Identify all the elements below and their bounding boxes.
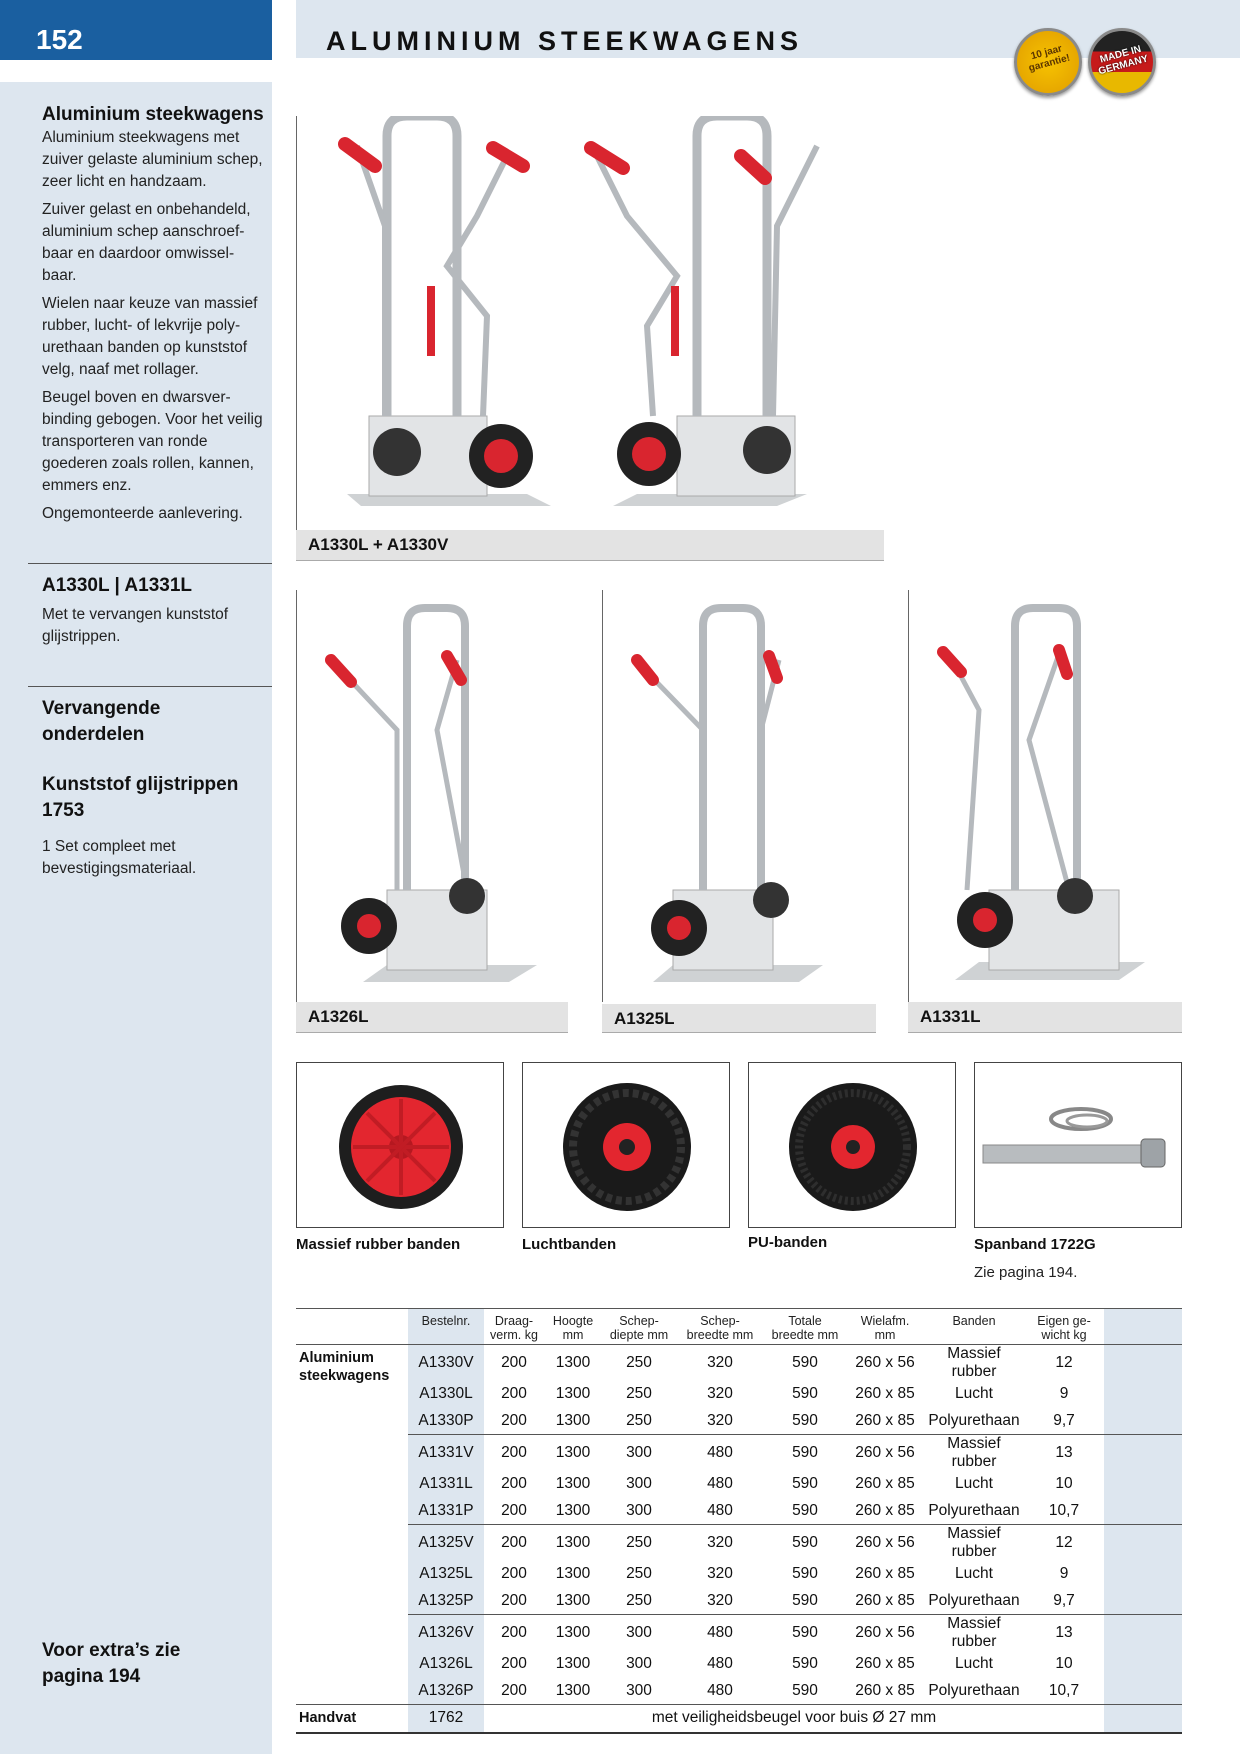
table-cell: 9 xyxy=(1059,1385,1069,1403)
product-photo-a1326l xyxy=(296,590,569,1002)
main-photo-caption: A1330L + A1330V xyxy=(296,530,884,561)
table-cell: 1300 xyxy=(555,1411,591,1429)
table-cell: 590 xyxy=(792,1475,818,1493)
table-cell: 1300 xyxy=(544,1435,602,1472)
page-number-box xyxy=(0,0,272,60)
strip-text: 1 Set compleet met bevestigingsmateriaal. xyxy=(42,838,197,877)
table-cell: A1325L xyxy=(408,1561,484,1588)
strip-heading: Kunststof glijstrippen 1753 xyxy=(42,774,239,821)
table-cell: 300 xyxy=(626,1681,652,1699)
table-cell: 590 xyxy=(792,1411,818,1429)
table-cell: 1300 xyxy=(555,1385,591,1403)
table-cell: 260 x 56 xyxy=(846,1435,924,1472)
table-cell: 260 x 56 xyxy=(846,1615,924,1652)
table-cell: 480 xyxy=(707,1681,733,1699)
table-cell: 200 xyxy=(484,1615,544,1652)
table-cell: 590 xyxy=(764,1525,846,1562)
table-cell: 250 xyxy=(626,1354,652,1371)
table-row-handvat xyxy=(296,1705,1182,1733)
table-cell: 300 xyxy=(626,1655,652,1673)
hand-truck-image xyxy=(297,590,569,1002)
table-cell: 480 xyxy=(707,1655,733,1673)
handvat-note: met veiligheidsbeugel voor buis Ø 27 mm xyxy=(484,1705,1104,1733)
table-cell: 9,7 xyxy=(1053,1591,1075,1609)
hand-truck-left xyxy=(345,116,551,506)
table-cell: 300 xyxy=(602,1435,676,1472)
table-cell: Polyurethaan xyxy=(928,1681,1020,1699)
sidebar-divider xyxy=(28,563,272,564)
table-cell: 1300 xyxy=(555,1354,591,1371)
col-header: Draag- verm. kg xyxy=(484,1309,544,1345)
table-cell: 260 x 85 xyxy=(855,1411,915,1429)
table-cell: 200 xyxy=(501,1655,527,1673)
page-title: ALUMINIUM STEEKWAGENS xyxy=(326,26,804,56)
model-heading: A1330L | A1331L xyxy=(42,575,193,596)
col-header: Eigen ge- wicht kg xyxy=(1024,1309,1104,1345)
table-cell: 480 xyxy=(707,1501,733,1519)
table-row xyxy=(296,1525,1182,1562)
table-cell: Polyurethaan xyxy=(928,1591,1020,1609)
table-cell: A1325P xyxy=(408,1588,484,1615)
table-cell: Massief rubber xyxy=(924,1525,1024,1562)
table-cell: 300 xyxy=(626,1501,652,1519)
model-text: Met te vervangen kunststof glijstrippen. xyxy=(42,606,229,645)
table-cell: 260 x 85 xyxy=(855,1565,915,1583)
col-header: Hoogte mm xyxy=(544,1309,602,1345)
table-cell: 200 xyxy=(484,1525,544,1562)
table-cell: 260 x 85 xyxy=(855,1501,915,1519)
parts-heading: Vervangende onderdelen xyxy=(42,698,161,745)
table-cell: 1300 xyxy=(555,1475,591,1493)
table-cell: 10,7 xyxy=(1048,1681,1080,1699)
table-cell: 12 xyxy=(1024,1525,1104,1562)
col-header: Totale breedte mm xyxy=(764,1309,846,1345)
table-cell: A1330V xyxy=(408,1345,484,1382)
table-row xyxy=(296,1408,1182,1435)
handvat-nr: 1762 xyxy=(408,1705,484,1733)
table-cell: 10,7 xyxy=(1048,1501,1080,1519)
table-cell: 320 xyxy=(707,1411,733,1429)
part-box-massief-rubber xyxy=(296,1062,504,1228)
table-row xyxy=(296,1561,1182,1588)
page-number: 152 xyxy=(36,24,83,55)
table-cell: Lucht xyxy=(955,1385,993,1403)
table-cell: 200 xyxy=(501,1475,527,1493)
table-cell: 300 xyxy=(602,1615,676,1652)
col-header: Schep- diepte mm xyxy=(602,1309,676,1345)
table-cell: 9,7 xyxy=(1053,1411,1075,1429)
hand-truck-pair-image xyxy=(297,116,885,530)
table-cell: A1325V xyxy=(408,1525,484,1562)
col-header: Schep- breedte mm xyxy=(676,1309,764,1345)
part-box-pu-banden xyxy=(748,1062,956,1228)
table-header-row xyxy=(296,1309,1182,1345)
table-cell: 590 xyxy=(764,1615,846,1652)
table-cell: 10 xyxy=(1055,1475,1073,1493)
spec-table xyxy=(296,1308,1182,1734)
table-cell: 590 xyxy=(792,1655,818,1673)
table-cell: 480 xyxy=(676,1615,764,1652)
product-photo-a1331l xyxy=(908,590,1183,1002)
table-cell: 1300 xyxy=(555,1591,591,1609)
table-cell: 200 xyxy=(501,1354,527,1371)
table-row xyxy=(296,1678,1182,1705)
table-cell: 260 x 56 xyxy=(855,1354,915,1371)
table-row xyxy=(296,1498,1182,1525)
hand-truck-image xyxy=(603,590,875,1002)
table-cell: 590 xyxy=(792,1681,818,1699)
pu-wheel-image xyxy=(749,1063,955,1227)
footer-note: Voor extra’s zie pagina 194 xyxy=(42,1640,181,1687)
table-cell: 480 xyxy=(676,1435,764,1472)
table-row xyxy=(296,1651,1182,1678)
table-cell: 200 xyxy=(501,1501,527,1519)
caption-a1326l: A1326L xyxy=(296,1002,568,1033)
part-box-luchtbanden xyxy=(522,1062,730,1228)
hand-truck-image xyxy=(909,590,1183,1002)
table-cell: 1300 xyxy=(555,1565,591,1583)
table-cell: A1330P xyxy=(408,1408,484,1435)
col-header: Wielafm. mm xyxy=(846,1309,924,1345)
table-cell: 590 xyxy=(792,1591,818,1609)
table-cell: 260 x 85 xyxy=(855,1591,915,1609)
table-cell: A1326V xyxy=(408,1615,484,1652)
table-cell: 320 xyxy=(707,1591,733,1609)
garantie-badge: 10 jaar garantie! xyxy=(1014,28,1082,96)
table-cell: 300 xyxy=(626,1475,652,1493)
table-cell: 260 x 85 xyxy=(855,1681,915,1699)
table-cell: 1300 xyxy=(544,1525,602,1562)
table-cell: A1326P xyxy=(408,1678,484,1705)
table-cell: 200 xyxy=(501,1385,527,1403)
table-cell: 10 xyxy=(1055,1655,1073,1673)
part-label: Spanband 1722G xyxy=(974,1236,1096,1253)
table-cell: 250 xyxy=(626,1385,652,1403)
table-cell: 200 xyxy=(501,1411,527,1429)
table-cell: Massief rubber xyxy=(924,1615,1024,1652)
table-cell: 480 xyxy=(707,1475,733,1493)
group-label: Aluminium steekwagens xyxy=(299,1350,390,1384)
part-box-spanband xyxy=(974,1062,1182,1228)
table-cell: A1330L xyxy=(408,1381,484,1408)
table-cell: 13 xyxy=(1024,1615,1104,1652)
main-product-photo xyxy=(296,116,885,530)
caption-a1325l: A1325L xyxy=(602,1004,876,1033)
table-cell: 13 xyxy=(1024,1435,1104,1472)
table-cell: 320 xyxy=(707,1565,733,1583)
table-cell: 200 xyxy=(501,1681,527,1699)
table-row xyxy=(296,1615,1182,1652)
table-cell: 590 xyxy=(792,1565,818,1583)
table-cell: 260 x 85 xyxy=(855,1385,915,1403)
table-row xyxy=(296,1435,1182,1472)
table-row xyxy=(296,1588,1182,1615)
table-cell: 250 xyxy=(602,1525,676,1562)
table-cell: 1300 xyxy=(544,1615,602,1652)
table-cell: A1331P xyxy=(408,1498,484,1525)
table-cell: A1331V xyxy=(408,1435,484,1472)
table-cell: 320 xyxy=(707,1354,733,1371)
col-header: Bestelnr. xyxy=(408,1309,484,1345)
table-cell: 250 xyxy=(626,1411,652,1429)
table-cell: 250 xyxy=(626,1565,652,1583)
table-row xyxy=(296,1381,1182,1408)
table-cell: Polyurethaan xyxy=(928,1501,1020,1519)
col-header: Banden xyxy=(924,1309,1024,1345)
table-cell: Polyurethaan xyxy=(928,1411,1020,1429)
table-cell: Lucht xyxy=(955,1655,993,1673)
table-cell: 12 xyxy=(1055,1354,1073,1371)
part-reference: Zie pagina 194. xyxy=(974,1264,1078,1281)
table-cell: Massief rubber xyxy=(924,1435,1024,1472)
caption-a1331l: A1331L xyxy=(908,1002,1182,1033)
table-cell: 260 x 85 xyxy=(855,1655,915,1673)
table-cell: 590 xyxy=(792,1385,818,1403)
table-cell: A1331L xyxy=(408,1471,484,1498)
table-cell: 260 x 85 xyxy=(855,1475,915,1493)
part-label: Massief rubber banden xyxy=(296,1236,461,1253)
intro-heading: Aluminium steekwagens xyxy=(42,104,264,125)
table-cell: 590 xyxy=(792,1354,818,1371)
table-cell: 200 xyxy=(501,1591,527,1609)
table-cell: 320 xyxy=(707,1385,733,1403)
sidebar-divider xyxy=(28,686,272,687)
table-cell: 1300 xyxy=(555,1681,591,1699)
table-cell: 200 xyxy=(484,1435,544,1472)
handvat-label: Handvat xyxy=(296,1705,408,1733)
pneumatic-wheel-image xyxy=(523,1063,729,1227)
part-label: PU-banden xyxy=(748,1234,828,1251)
made-in-germany-badge: MADE IN GERMANY xyxy=(1088,28,1156,96)
table-cell: 590 xyxy=(792,1501,818,1519)
table-cell: A1326L xyxy=(408,1651,484,1678)
product-photo-a1325l xyxy=(602,590,875,1002)
intro-text: Aluminium steekwagens met zuiver gelaste aluminium schep, zeer licht en handzaam. Zuiver gelast en onbehandeld, aluminium schep aanschroef-baar en daardoor omwissel-baar. Wielen naar keuze van massief rubber, lucht- of lekvrije poly-urethaan banden op kunststof velg, naaf met rollager. Beugel boven en dwarsver-binding gebogen. Voor het veilig transporteren van ronde goederen zoals rollen, kannen, emmers enz. Ongemonteerde aanlevering. xyxy=(42,129,263,522)
table-cell: 260 x 56 xyxy=(846,1525,924,1562)
solid-rubber-wheel-image xyxy=(297,1063,503,1227)
table-cell: Lucht xyxy=(955,1565,993,1583)
table-cell: 200 xyxy=(501,1565,527,1583)
table-cell: 320 xyxy=(676,1525,764,1562)
table-cell: 250 xyxy=(626,1591,652,1609)
table-cell: Massief rubber xyxy=(947,1345,1001,1380)
table-cell: Lucht xyxy=(955,1475,993,1493)
part-label: Luchtbanden xyxy=(522,1236,617,1253)
table-cell: 9 xyxy=(1059,1565,1069,1583)
table-cell: 1300 xyxy=(555,1655,591,1673)
table-row xyxy=(296,1345,1182,1382)
strap-image xyxy=(975,1063,1181,1227)
table-cell: 1300 xyxy=(555,1501,591,1519)
table-cell: 590 xyxy=(764,1435,846,1472)
table-row xyxy=(296,1471,1182,1498)
hand-truck-right xyxy=(591,116,817,506)
